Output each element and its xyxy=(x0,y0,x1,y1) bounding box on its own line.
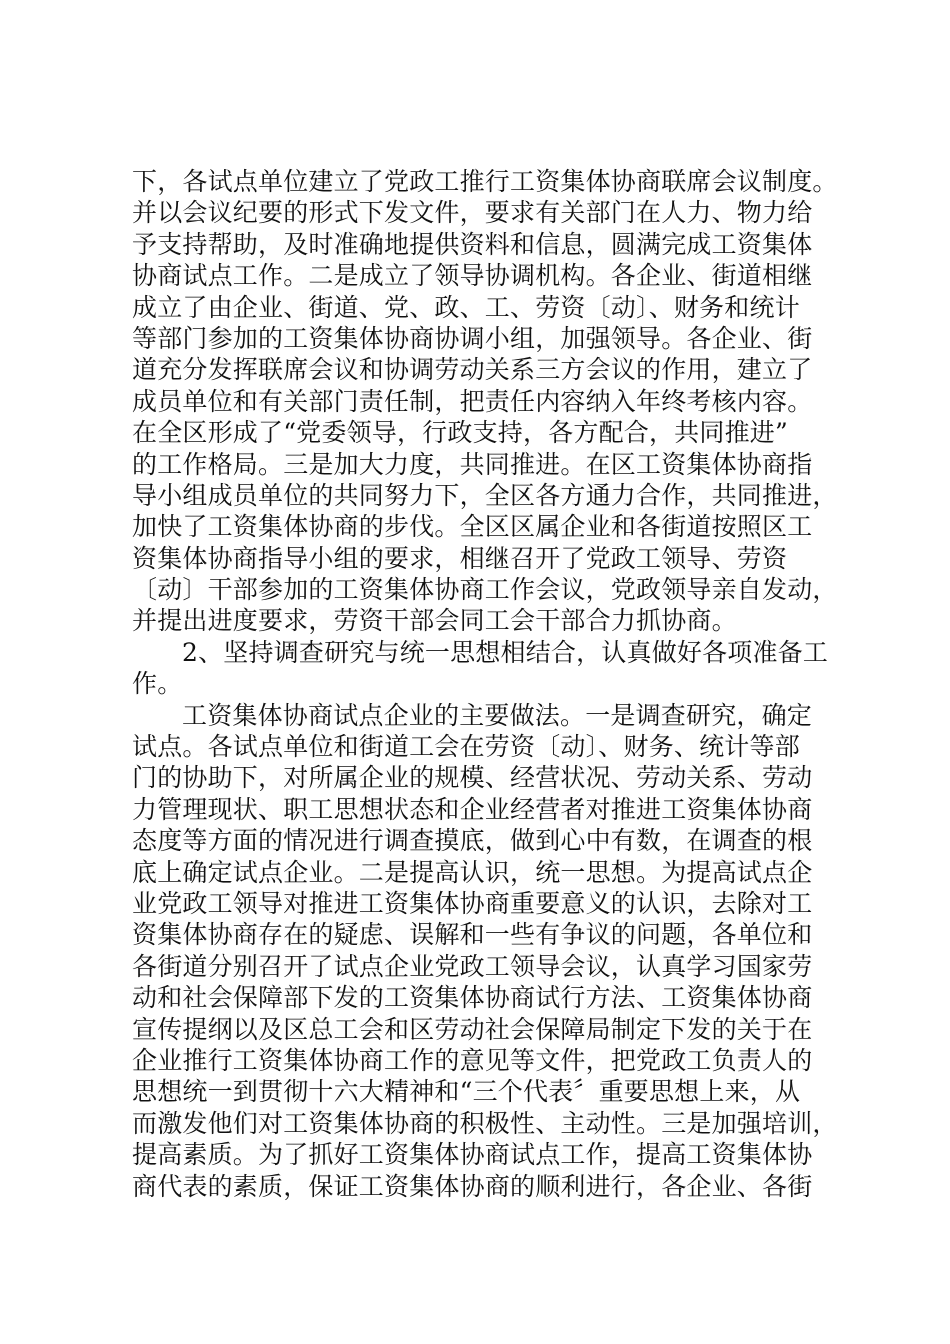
text-line: 导小组成员单位的共同努力下，全区各方通力合作，共同推进， xyxy=(132,480,838,510)
text-line: 在全区形成了“党委领导，行政支持，各方配合，共同推进” xyxy=(132,418,788,448)
text-line: 业党政工领导对推进工资集体协商重要意义的认识，去除对工 xyxy=(132,888,813,918)
text-line: 动和社会保障部下发的工资集体协商试行方法、工资集体协商 xyxy=(132,983,813,1013)
text-line: 下，各试点单位建立了党政工推行工资集体协商联席会议制度。 xyxy=(132,167,838,196)
paragraph-first-line: 工资集体协商试点企业的主要做法。一是调查研究，确定 xyxy=(182,700,813,730)
text-line: 思想统一到贯彻十六大精神和“三个代表〞重要思想上来，从 xyxy=(132,1077,801,1107)
text-line: 〔动〕干部参加的工资集体协商工作会议，党政领导亲自发动， xyxy=(132,575,838,605)
text-line: 企业推行工资集体协商工作的意见等文件，把党政工负责人的 xyxy=(132,1045,813,1075)
text-line: 试点。各试点单位和街道工会在劳资〔动〕、财务、统计等部 xyxy=(132,732,800,762)
text-line: 成立了由企业、街道、党、政、工、劳资〔动〕、财务和统计 xyxy=(132,292,800,322)
text-line: 门的协助下，对所属企业的规模、经营状况、劳动关系、劳动 xyxy=(132,763,813,793)
body-text xyxy=(132,166,838,1202)
text-line: 的工作格局。三是加大力度，共同推进。在区工资集体协商指 xyxy=(132,449,813,479)
text-line: 而激发他们对工资集体协商的积极性、主动性。三是加强培训， xyxy=(132,1108,838,1138)
text-line: 提高素质。为了抓好工资集体协商试点工作，提高工资集体协 xyxy=(132,1140,813,1170)
text-line: 成员单位和有关部门责任制，把责任内容纳入年终考核内容。 xyxy=(132,386,813,416)
text-line: 宣传提纲以及区总工会和区劳动社会保障局制定下发的关于在 xyxy=(132,1014,813,1044)
text-line: 底上确定试点企业。二是提高认识，统一思想。为提高试点企 xyxy=(132,857,813,887)
text-line: 资集体协商指导小组的要求，相继召开了党政工领导、劳资 xyxy=(132,543,788,573)
text-line: 力管理现状、职工思想状态和企业经营者对推进工资集体协商 xyxy=(132,794,813,824)
text-line: 等部门参加的工资集体协商协调小组，加强领导。各企业、街 xyxy=(132,323,813,353)
section-heading-line: 作。 xyxy=(132,669,183,699)
text-line: 并提出进度要求，劳资干部会同工会干部合力抓协商。 xyxy=(132,606,737,636)
text-line: 予支持帮助，及时准确地提供资料和信息，圆满完成工资集体 xyxy=(132,229,813,259)
text-line: 态度等方面的情况进行调查摸底，做到心中有数，在调查的根 xyxy=(132,826,813,856)
text-line: 协商试点工作。二是成立了领导协调机构。各企业、街道相继 xyxy=(132,261,813,291)
text-line: 并以会议纪要的形式下发文件，要求有关部门在人力、物力给 xyxy=(132,198,813,228)
text-line: 各街道分别召开了试点企业党政工领导会议，认真学习国家劳 xyxy=(132,951,813,981)
section-heading-line: 2、坚持调查研究与统一思想相结合，认真做好各项准备工 xyxy=(182,637,829,667)
text-line: 资集体协商存在的疑虑、误解和一些有争议的问题，各单位和 xyxy=(132,920,813,950)
text-line: 商代表的素质，保证工资集体协商的顺利进行，各企业、各街 xyxy=(132,1171,813,1201)
text-line: 加快了工资集体协商的步伐。全区区属企业和各街道按照区工 xyxy=(132,512,813,542)
text-line: 道充分发挥联席会议和协调劳动关系三方会议的作用，建立了 xyxy=(132,355,813,385)
